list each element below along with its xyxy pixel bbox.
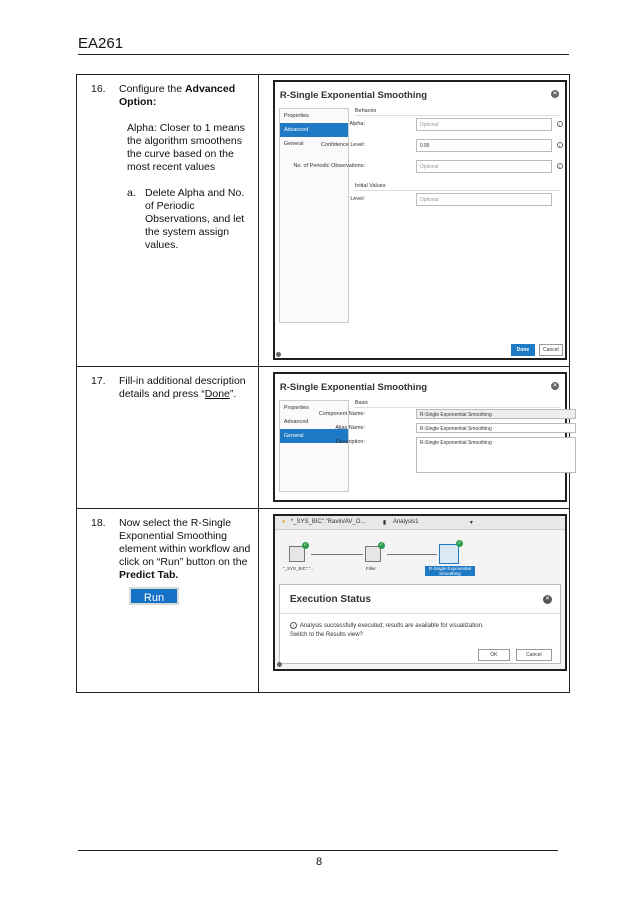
dialog-title: R-Single Exponential Smoothing [279, 382, 428, 393]
step-row-16 [77, 75, 570, 367]
run-button[interactable]: Run [129, 587, 179, 605]
field-label: Confidence Level: [320, 142, 365, 148]
page-number: 8 [315, 856, 323, 868]
close-icon[interactable]: ✕ [544, 596, 551, 602]
form-row-confidence [320, 137, 561, 158]
step-16-bold: Advanced Option: [119, 83, 236, 108]
description-textarea[interactable]: R-Single Exponential Smoothing [416, 437, 576, 473]
steps-table [76, 74, 570, 693]
nav-item-advanced[interactable]: Advanced [280, 123, 348, 137]
section-basic: Basic [355, 400, 561, 408]
form-row-component-name [318, 408, 561, 422]
close-icon[interactable]: ✕ [552, 383, 558, 389]
step-17-text-after: ”. [229, 388, 237, 400]
alias-name-input[interactable]: R-Single Exponential Smoothing [416, 423, 576, 433]
info-icon[interactable]: i [557, 121, 563, 127]
data-source-node[interactable] [289, 546, 305, 562]
level-input[interactable]: Optional [416, 193, 552, 206]
check-icon: ✓ [379, 542, 384, 548]
form-row-periodic [293, 158, 561, 179]
tab-analysis-label[interactable]: Analysis1 [392, 519, 419, 525]
status-dot-icon [276, 352, 281, 357]
node-label-selected: R-Single Exponential Smoothing [425, 566, 475, 576]
step-16-text [77, 75, 259, 367]
connector-arrow [387, 554, 437, 555]
folder-icon: ▮ [382, 520, 387, 526]
smoothing-node[interactable] [439, 544, 459, 564]
tab-dot-icon: ● [281, 519, 286, 525]
periodic-observations-input[interactable]: Optional [416, 160, 552, 173]
node-label: "_SYS_BIC"."... [282, 566, 315, 571]
execution-message-text: Analysis successfully executed; results are available for visualization. [299, 623, 484, 629]
document-header-title: EA261 [78, 35, 124, 52]
confidence-level-input[interactable]: 0.95 [416, 139, 552, 152]
node-label: Filter [365, 566, 376, 571]
step-18-bold: Predict Tab. [119, 569, 179, 581]
divider [280, 613, 560, 614]
step-17-screenshot [258, 367, 569, 509]
step-number: 18. [91, 517, 106, 529]
sub-text: Delete Alpha and No. of Periodic Observations, and let the system assign values. [145, 187, 245, 251]
step-16-lead: Configure the [119, 83, 185, 95]
field-label: Component Name: [318, 411, 365, 417]
section-initial-values: Initial Values [355, 183, 561, 191]
general-form [318, 400, 561, 476]
info-icon[interactable]: i [557, 142, 563, 148]
workflow-tabbar [275, 516, 565, 530]
alpha-note: Alpha: Closer to 1 means the algorithm smoothens the curve based on the most recent values [127, 122, 245, 173]
workflow-screenshot [273, 514, 567, 671]
sub-letter: a. [127, 187, 136, 199]
section-behavior: Behavior [355, 108, 561, 116]
form-row-level [350, 191, 561, 212]
info-icon[interactable]: i [557, 163, 563, 169]
ok-button[interactable]: OK [478, 649, 510, 661]
field-label: Alpha: [349, 121, 365, 127]
nav-item-advanced[interactable]: Advanced [283, 419, 309, 425]
done-button[interactable]: Done [511, 344, 535, 356]
footer-divider [78, 850, 558, 851]
header-divider [78, 54, 569, 55]
execution-message [290, 622, 484, 629]
check-icon: ✓ [457, 540, 462, 546]
close-icon[interactable]: ✕ [552, 91, 558, 97]
dialog-nav [279, 108, 349, 323]
advanced-dialog [273, 80, 567, 360]
form-row-alias-name [335, 422, 561, 436]
connector-arrow [311, 554, 363, 555]
step-number: 16. [91, 83, 106, 95]
step-row-17 [77, 367, 570, 509]
check-icon: ✓ [303, 542, 308, 548]
tab-view-label[interactable]: *_SYS_BIC"."Ravin/AV_O... [290, 519, 366, 525]
execution-status-dialog [279, 584, 561, 664]
step-number: 17. [91, 375, 106, 387]
step-17-text [77, 367, 259, 509]
comment-icon [277, 662, 282, 667]
info-icon: i [290, 622, 297, 629]
form-row-alpha [349, 116, 561, 137]
chevron-down-icon[interactable]: ▾ [469, 520, 473, 526]
step-18-text [77, 509, 259, 693]
nav-item-properties[interactable]: Properties [283, 113, 309, 119]
step-row-18 [77, 509, 570, 693]
step-17-text-before: Fill-in additional description details and press “ [119, 375, 246, 400]
nav-item-properties[interactable]: Properties [283, 405, 309, 411]
field-label: Level: [350, 196, 365, 202]
execution-status-title: Execution Status [289, 594, 371, 605]
nav-item-general[interactable]: General [280, 429, 348, 443]
cancel-button[interactable]: Cancel [539, 344, 563, 356]
switch-results-question: Switch to the Results view? [289, 632, 363, 638]
step-16-screenshot [258, 75, 569, 367]
form-row-description [335, 436, 561, 476]
step-18-screenshot [258, 509, 569, 693]
field-label: Description: [335, 439, 365, 445]
step-17-underlined: Done [204, 388, 230, 400]
dialog-title: R-Single Exponential Smoothing [279, 90, 428, 101]
alpha-input[interactable]: Optional [416, 118, 552, 131]
cancel-button[interactable]: Cancel [516, 649, 552, 661]
nav-item-general[interactable]: General [283, 141, 304, 147]
general-dialog [273, 372, 567, 502]
filter-node[interactable] [365, 546, 381, 562]
field-label: No. of Periodic Observations: [293, 163, 365, 169]
field-label: Alias Name: [335, 425, 365, 431]
component-name-input: R-Single Exponential Smoothing [416, 409, 576, 419]
step-18-text-before: Now select the R-Single Exponential Smoothing element within workflow and click on “Run” button on the [119, 517, 251, 568]
